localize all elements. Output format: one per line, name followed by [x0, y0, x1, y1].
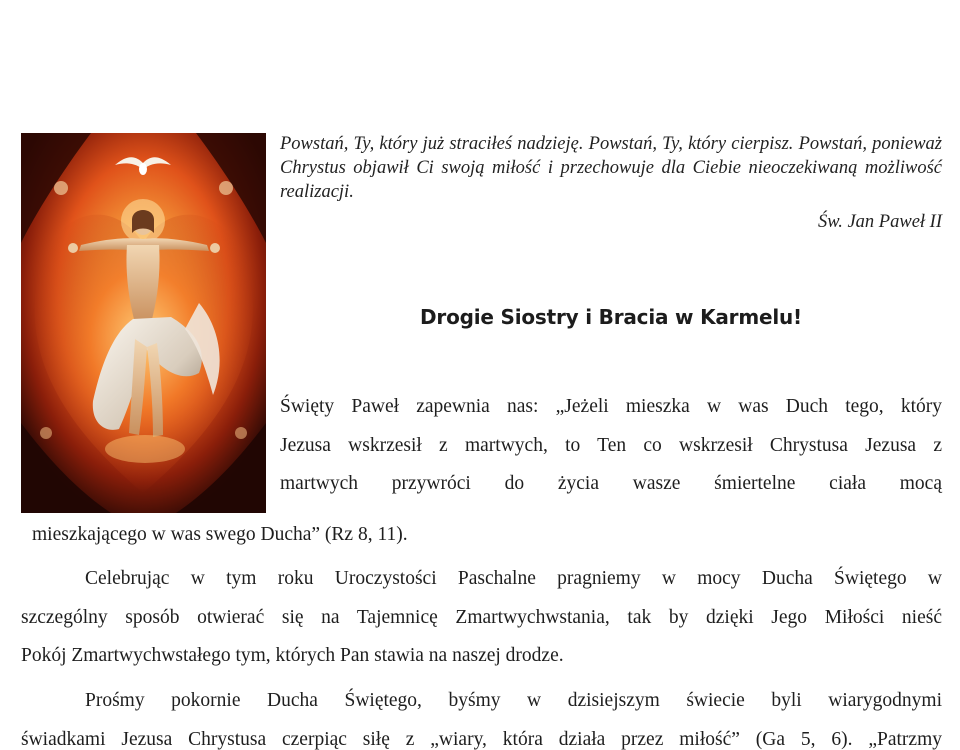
paragraph-2-line: Celebrując w tym roku Uroczystości Paschalne pragniemy w mocy Ducha Świętego w — [85, 568, 942, 589]
paragraph-2 — [21, 560, 942, 676]
resurrection-painting-icon — [21, 133, 266, 513]
paragraph-3-line: Prośmy pokornie Ducha Świętego, byśmy w dzisiejszym świecie byli wiarygodnymi — [85, 690, 942, 711]
paragraph-2-line: Pokój Zmartwychwstałego tym, których Pan stawia na naszej drodze. — [21, 645, 564, 666]
paragraph-1-line: martwych przywróci do życia wasze śmiertelne ciała mocą — [280, 473, 942, 494]
paragraph-1-tail: mieszkającego w was swego Ducha” (Rz 8, 11). — [32, 524, 408, 545]
paragraph-3-line: świadkami Jezusa Chrystusa czerpiąc siłę z „wiary, która działa przez miłość” (Ga 5, 6). „Patrzmy — [21, 728, 942, 750]
greeting-heading: Drogie Siostry i Bracia w Karmelu! — [420, 305, 802, 329]
epigraph-author: Św. Jan Paweł II — [818, 212, 942, 232]
epigraph-quote: Powstań, Ty, który już straciłeś nadzieję. Powstań, Ty, który cierpisz. Powstań, ponieważ Chrystus objawił Ci swoją miłość i przechowuje dla Ciebie nieoczekiwaną możliwość realizacji. — [280, 134, 942, 202]
resurrection-painting — [21, 133, 266, 513]
paragraph-1-line: Święty Paweł zapewnia nas: „Jeżeli mieszka w was Duch tego, który — [280, 396, 942, 417]
paragraph-3 — [21, 682, 942, 750]
paragraph-2-line: szczególny sposób otwierać się na Tajemnicę Zmartwychwstania, tak by dzięki Jego Miłości nieść — [21, 606, 942, 628]
paragraph-1-line: Jezusa wskrzesił z martwych, to Ten co wskrzesił Chrystusa Jezusa z — [280, 434, 942, 456]
paragraph-1 — [280, 388, 942, 504]
